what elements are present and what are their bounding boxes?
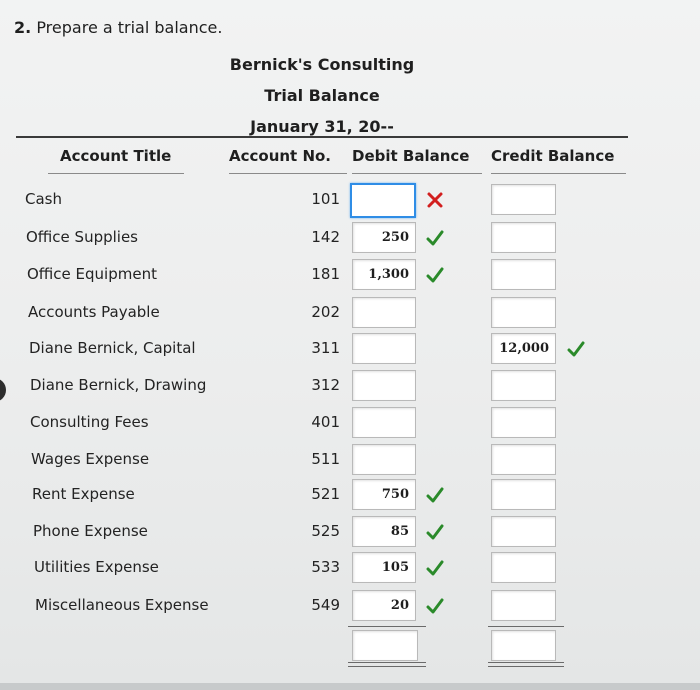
debit-input[interactable] [352,333,416,364]
credit-input[interactable] [491,407,556,438]
credit-input[interactable] [491,259,556,290]
account-title-cell: Consulting Fees [30,413,149,431]
account-number-cell: 533 [311,558,340,576]
account-title-cell: Rent Expense [32,485,135,503]
account-number-cell: 401 [311,413,340,431]
account-title-cell: Diane Bernick, Capital [29,339,196,357]
debit-total-rule [348,626,426,627]
check-icon [426,523,444,541]
statement-date: January 31, 20-- [250,117,394,136]
debit-input[interactable] [352,370,416,401]
credit-total-rule [488,626,564,627]
credit-total-input[interactable] [491,630,556,661]
company-name: Bernick's Consulting [229,55,415,74]
statement-title: Trial Balance [264,86,380,105]
debit-input[interactable] [350,183,416,218]
underline-debit [352,173,482,174]
account-number-cell: 511 [311,450,340,468]
account-title-cell: Wages Expense [31,450,150,468]
debit-input[interactable] [352,444,416,475]
check-icon [567,340,585,358]
credit-total-double-rule [488,662,564,667]
question-heading [14,18,222,37]
debit-input[interactable]: 1,300 [352,259,416,290]
debit-total-double-rule [348,662,426,667]
account-number-cell: 521 [311,485,340,503]
account-number-cell: 142 [311,228,340,246]
account-title-cell: Utilities Expense [34,558,159,576]
account-title-cell: Cash [25,190,62,208]
underline-account-title [48,173,184,174]
question-number: 2. [14,18,32,37]
credit-input[interactable] [491,444,556,475]
account-number-cell: 181 [311,265,340,283]
account-number-cell: 549 [311,596,340,614]
check-icon [426,486,444,504]
credit-input[interactable] [491,297,556,328]
side-edge-tab [0,378,6,402]
account-title-cell: Accounts Payable [28,303,160,321]
account-title-cell: Miscellaneous Expense [35,596,209,614]
debit-input[interactable]: 85 [352,516,416,547]
underline-account-no [229,173,347,174]
account-number-cell: 101 [311,190,340,208]
debit-input[interactable] [352,407,416,438]
credit-input[interactable] [491,552,556,583]
cross-icon [426,191,444,209]
credit-input[interactable]: 12,000 [491,333,556,364]
column-header-account-title: Account Title [60,147,172,165]
header-rule [16,136,628,138]
debit-input[interactable]: 105 [352,552,416,583]
debit-total-input[interactable] [352,630,418,661]
credit-input[interactable] [491,590,556,621]
credit-input[interactable] [491,184,556,215]
column-header-credit: Credit Balance [491,147,615,165]
credit-input[interactable] [491,516,556,547]
check-icon [426,597,444,615]
underline-credit [491,173,626,174]
credit-input[interactable] [491,479,556,510]
account-number-cell: 202 [311,303,340,321]
debit-input[interactable]: 20 [352,590,416,621]
account-title-cell: Diane Bernick, Drawing [30,376,207,394]
column-header-account-no: Account No. [229,147,332,165]
credit-input[interactable] [491,222,556,253]
debit-input[interactable]: 250 [352,222,416,253]
account-number-cell: 525 [311,522,340,540]
check-icon [426,229,444,247]
bottom-edge [0,683,700,690]
account-number-cell: 312 [311,376,340,394]
account-title-cell: Phone Expense [33,522,148,540]
check-icon [426,559,444,577]
question-text: Prepare a trial balance. [36,18,223,37]
account-number-cell: 311 [311,339,340,357]
account-title-cell: Office Equipment [27,265,157,283]
debit-input[interactable] [352,297,416,328]
account-title-cell: Office Supplies [26,228,139,246]
debit-input[interactable]: 750 [352,479,416,510]
credit-input[interactable] [491,370,556,401]
check-icon [426,266,444,284]
column-header-debit: Debit Balance [352,147,470,165]
